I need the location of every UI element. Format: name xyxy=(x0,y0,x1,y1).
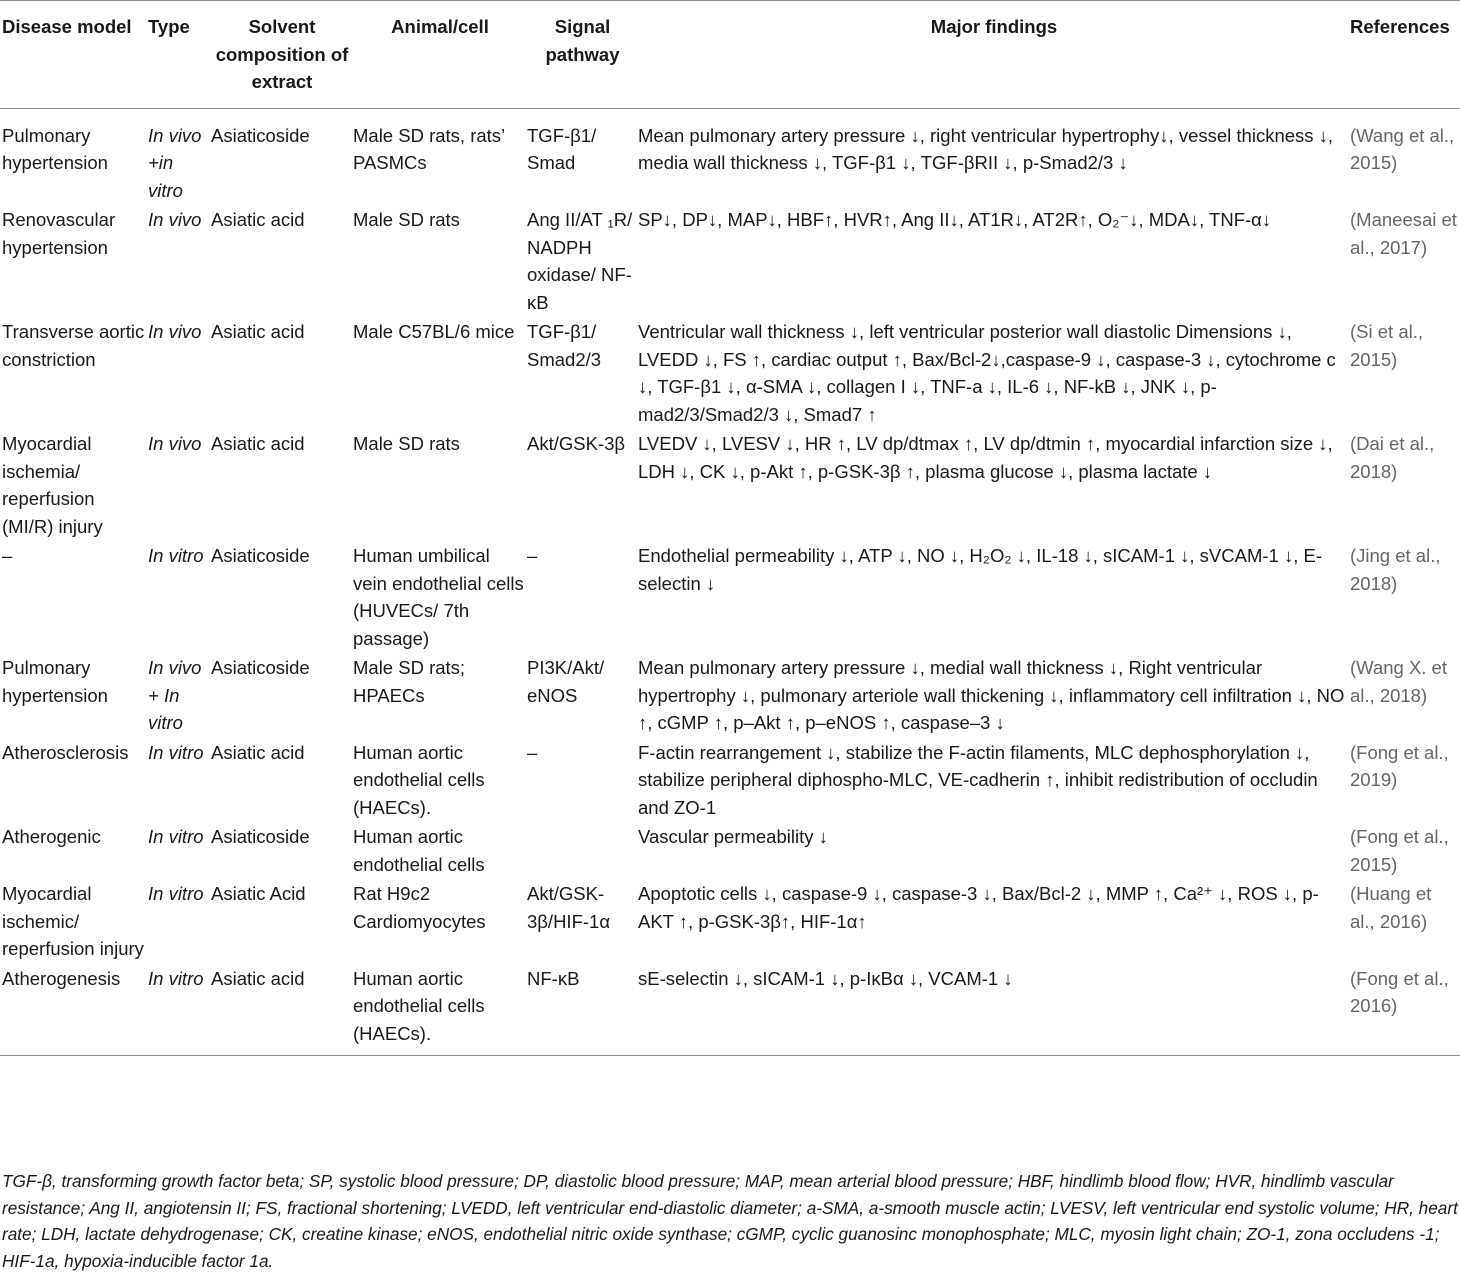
cell-major-findings: LVEDV ↓, LVESV ↓, HR ↑, LV dp/dtmax ↑, LV dp/dtmin ↑, myocardial infarction size ↓, LDH ↓, CK ↓, p-Akt ↑, p-GSK-3β ↑, plasma glucose ↓, plasma lactate ↓ xyxy=(638,433,1333,482)
table-footnote: TGF-β, transforming growth factor beta; SP, systolic blood pressure; DP, diastolic blood pressure; MAP, mean arterial blood pressure; HBF, hindlimb blood flow; HVR, hindlimb vascular resistance; Ang II, angiotensin II; FS, fractional shortening; LVEDD, left ventricular end-diastolic diameter; a-SMA, a-smooth muscle actin; LVESV, left ventricular end systolic volume; HR, heart rate; LDH, lactate dehydrogenase; CK, creatine kinase; eNOS, endothelial nitric oxide synthase; cGMP, cyclic guanosinc monophosphate; MLC, myosin light chain; ZO-1, zona occludens -1; HIF-1a, hypoxia-inducible factor 1a. xyxy=(2,1171,1458,1271)
cell-reference-link[interactable]: (Fong et al., 2019) xyxy=(1350,741,1449,790)
cell-disease-model: – xyxy=(2,545,13,566)
cell-disease-model: Atherosclerosis xyxy=(2,741,129,763)
cell-signal-pathway: TGF-β1/ Smad xyxy=(527,124,597,173)
header-solvent: Solvent composition of extract xyxy=(215,16,349,92)
cell-disease-model: Renovascular hypertension xyxy=(2,209,116,258)
cell-disease-model: Myocardial ischemia/ reperfusion (MI/R) injury xyxy=(2,433,103,537)
cell-animal-cell: Human aortic endothelial cells xyxy=(353,826,485,875)
table-row xyxy=(0,878,1460,963)
cell-signal-pathway: – xyxy=(527,545,538,566)
cell-type: In vivo xyxy=(148,209,202,230)
cell-solvent: Asiaticoside xyxy=(211,124,310,146)
cell-animal-cell: Rat H9c2 Cardiomyocytes xyxy=(353,883,486,932)
table-row xyxy=(0,108,1460,204)
cell-signal-pathway: Akt/GSK-3β xyxy=(527,433,626,454)
cell-solvent: Asiatic Acid xyxy=(211,883,306,904)
table-body xyxy=(0,108,1460,1056)
table-row xyxy=(0,652,1460,737)
cell-signal-pathway xyxy=(527,821,638,878)
cell-signal-pathway: TGF-β1/ Smad2/3 xyxy=(527,321,602,370)
header-major-findings: Major findings xyxy=(930,16,1058,37)
cell-disease-model: Atherogenesis xyxy=(2,967,121,989)
cell-reference-link[interactable]: (Jing et al., 2018) xyxy=(1350,545,1441,594)
cell-solvent: Asiatic acid xyxy=(211,321,305,342)
cell-disease-model: Pulmonary hypertension xyxy=(2,124,108,173)
cell-signal-pathway: – xyxy=(527,741,538,763)
table-row xyxy=(0,821,1460,878)
cell-solvent: Asiatic acid xyxy=(211,741,305,763)
cell-animal-cell: Male SD rats xyxy=(353,433,460,454)
cell-major-findings: F-actin rearrangement ↓, stabilize the F-actin filaments, MLC dephosphorylation ↓, stabilize peripheral diphospho-MLC, VE-cadherin ↑, inhibit redistribution of occludin and ZO-1 xyxy=(638,741,1318,818)
cell-type: In vitro xyxy=(148,741,204,763)
cell-solvent: Asiatic acid xyxy=(211,433,305,454)
cell-animal-cell: Male SD rats, rats’ PASMCs xyxy=(353,124,505,173)
table-row xyxy=(0,737,1460,822)
cell-major-findings: Ventricular wall thickness ↓, left ventricular posterior wall diastolic Dimensions ↓, LVEDD ↓, FS ↑, cardiac output ↑, Bax/Bcl-2↓,caspase-9 ↓, caspase-3 ↓, cytochrome c ↓, TGF-β1 ↓, α-SMA ↓, collagen I ↓, TNF-a ↓, IL-6 ↓, NF-kB ↓, JNK ↓, p-mad2/3/Smad2/3 ↓, Smad7 ↑ xyxy=(638,321,1336,425)
cell-reference-link[interactable]: (Wang X. et al., 2018) xyxy=(1350,657,1447,706)
header-type: Type xyxy=(148,16,190,37)
cell-animal-cell: Male SD rats xyxy=(353,209,460,230)
cell-type: In vitro xyxy=(148,826,204,847)
cell-type: In vitro xyxy=(148,967,204,989)
table-row xyxy=(0,204,1460,316)
cell-type: In vivo +in vitro xyxy=(148,124,202,201)
cell-animal-cell: Human umbilical vein endothelial cells (HUVECs/ 7th passage) xyxy=(353,545,524,649)
table-row xyxy=(0,540,1460,652)
cell-major-findings: Endothelial permeability ↓, ATP ↓, NO ↓, H₂O₂ ↓, IL-18 ↓, sICAM-1 ↓, sVCAM-1 ↓, E-selectin ↓ xyxy=(638,545,1322,594)
table-row xyxy=(0,428,1460,540)
cell-signal-pathway: PI3K/Akt/ eNOS xyxy=(527,657,605,706)
header-disease-model: Disease model xyxy=(2,16,132,37)
cell-type: In vivo + In vitro xyxy=(148,657,202,733)
cell-reference-link[interactable]: (Dai et al., 2018) xyxy=(1350,433,1435,482)
cell-type: In vivo xyxy=(148,433,202,454)
cell-disease-model: Atherogenic xyxy=(2,826,101,847)
cell-animal-cell: Male SD rats; HPAECs xyxy=(353,657,466,706)
header-row xyxy=(0,1,1460,109)
cell-solvent: Asiaticoside xyxy=(211,826,310,847)
table-row xyxy=(0,963,1460,1056)
cell-signal-pathway: Ang II/AT ₁R/ NADPH oxidase/ NF-κB xyxy=(527,209,633,313)
header-references: References xyxy=(1350,16,1450,37)
cell-solvent: Asiatic acid xyxy=(211,967,305,989)
cell-reference-link[interactable]: (Maneesai et al., 2017) xyxy=(1350,209,1457,258)
cell-major-findings: Mean pulmonary artery pressure ↓, right ventricular hypertrophy↓, vessel thickness ↓, media wall thickness ↓, TGF-β1 ↓, TGF-βRII ↓, p-Smad2/3 ↓ xyxy=(638,124,1334,173)
cell-reference-link[interactable]: (Fong et al., 2016) xyxy=(1350,967,1449,1016)
cell-type: In vivo xyxy=(148,321,202,342)
cell-major-findings: Apoptotic cells ↓, caspase-9 ↓, caspase-3 ↓, Bax/Bcl-2 ↓, MMP ↑, Ca²⁺ ↓, ROS ↓, p-AKT ↑, p-GSK-3β↑, HIF-1α↑ xyxy=(638,883,1319,932)
cell-solvent: Asiatic acid xyxy=(211,209,305,230)
cell-major-findings: SP↓, DP↓, MAP↓, HBF↑, HVR↑, Ang II↓, AT1R↓, AT2R↑, O₂⁻↓, MDA↓, TNF-α↓ xyxy=(638,209,1272,230)
cell-major-findings: Vascular permeability ↓ xyxy=(638,826,828,847)
cell-reference-link[interactable]: (Si et al., 2015) xyxy=(1350,321,1423,370)
cell-disease-model: Pulmonary hypertension xyxy=(2,657,108,706)
cell-animal-cell: Male C57BL/6 mice xyxy=(353,321,515,342)
cell-type: In vitro xyxy=(148,545,204,566)
cell-signal-pathway: Akt/GSK-3β/HIF-1α xyxy=(527,883,611,932)
cell-disease-model: Transverse aortic constriction xyxy=(2,321,145,370)
cell-type: In vitro xyxy=(148,883,204,904)
header-animal-cell: Animal/cell xyxy=(391,16,489,37)
header-signal-pathway: Signal pathway xyxy=(545,16,620,65)
cell-major-findings: Mean pulmonary artery pressure ↓, medial wall thickness ↓, Right ventricular hypertrophy ↓, pulmonary arteriole wall thickening ↓, inflammatory cell infiltration ↓, NO ↑, cGMP ↑, p–Akt ↑, p–eNOS ↑, caspase–3 ↓ xyxy=(638,657,1345,733)
table-header xyxy=(0,1,1460,109)
cell-animal-cell: Human aortic endothelial cells (HAECs). xyxy=(353,967,485,1044)
table-row xyxy=(0,316,1460,428)
cell-signal-pathway: NF-κB xyxy=(527,967,580,989)
cell-reference-link[interactable]: (Wang et al., 2015) xyxy=(1350,124,1455,173)
cell-solvent: Asiaticoside xyxy=(211,657,310,678)
cell-major-findings: sE-selectin ↓, sICAM-1 ↓, p-IκBα ↓, VCAM-1 ↓ xyxy=(638,967,1013,989)
cell-animal-cell: Human aortic endothelial cells (HAECs). xyxy=(353,741,485,818)
cell-reference-link[interactable]: (Fong et al., 2015) xyxy=(1350,826,1449,875)
cell-solvent: Asiaticoside xyxy=(211,545,310,566)
cell-reference-link[interactable]: (Huang et al., 2016) xyxy=(1350,883,1432,932)
cell-disease-model: Myocardial ischemic/ reperfusion injury xyxy=(2,883,144,959)
